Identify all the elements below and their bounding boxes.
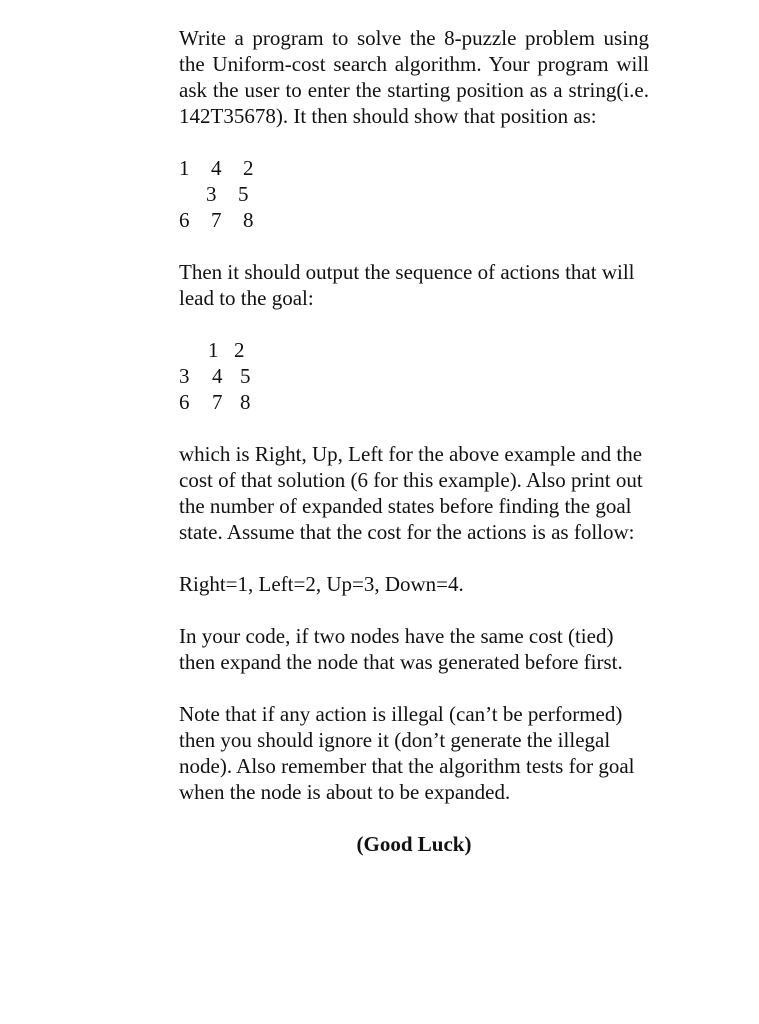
spacer [179, 805, 649, 831]
intro-paragraph: Write a program to solve the 8-puzzle problem using the Uniform-cost search algorithm. Your program will ask the user to enter the starting position as a string(i.e. 142T35678). It then should show that position as: [179, 26, 649, 128]
goal-cell-r3c2: 7 [212, 390, 223, 414]
start-position-grid [179, 155, 649, 233]
goal-cell-r2c2: 4 [212, 364, 223, 388]
goal-cell-r3c3: 8 [240, 390, 251, 414]
start-cell-r2c2: 3 [206, 182, 217, 206]
closing-line: (Good Luck) [356, 832, 472, 856]
goal-cell-r1c2: 1 [208, 338, 219, 362]
tie-paragraph: In your code, if two nodes have the same cost (tied) then expand the node that was generated before first. [179, 624, 623, 674]
spacer [179, 233, 649, 259]
spacer [179, 129, 649, 155]
spacer [179, 415, 649, 441]
goal-cell-r3c1: 6 [179, 390, 190, 414]
start-cell-r3c2: 7 [211, 208, 222, 232]
document-page [179, 25, 649, 857]
start-cell-r3c3: 8 [243, 208, 254, 232]
then-paragraph: Then it should output the sequence of actions that will lead to the goal: [179, 260, 635, 310]
goal-cell-r2c3: 5 [240, 364, 251, 388]
which-paragraph: which is Right, Up, Left for the above example and the cost of that solution (6 for this example). Also print out the number of expanded states before finding the goal state. Assume that the cost for the actions is as follow: [179, 442, 643, 544]
start-cell-r1c2: 4 [211, 156, 222, 180]
start-cell-r1c3: 2 [243, 156, 254, 180]
start-cell-r3c1: 6 [179, 208, 190, 232]
start-cell-r1c1: 1 [179, 156, 190, 180]
goal-position-grid [179, 337, 649, 415]
spacer [179, 597, 649, 623]
note-paragraph: Note that if any action is illegal (can’t be performed) then you should ignore it (don’t generate the illegal node). Also remember that the algorithm tests for goal when the node is about to be expanded. [179, 702, 635, 804]
costs-line: Right=1, Left=2, Up=3, Down=4. [179, 572, 464, 596]
spacer [179, 675, 649, 701]
spacer [179, 545, 649, 571]
goal-cell-r2c1: 3 [179, 364, 190, 388]
start-cell-r2c3: 5 [238, 182, 249, 206]
spacer [179, 311, 649, 337]
goal-cell-r1c3: 2 [234, 338, 245, 362]
